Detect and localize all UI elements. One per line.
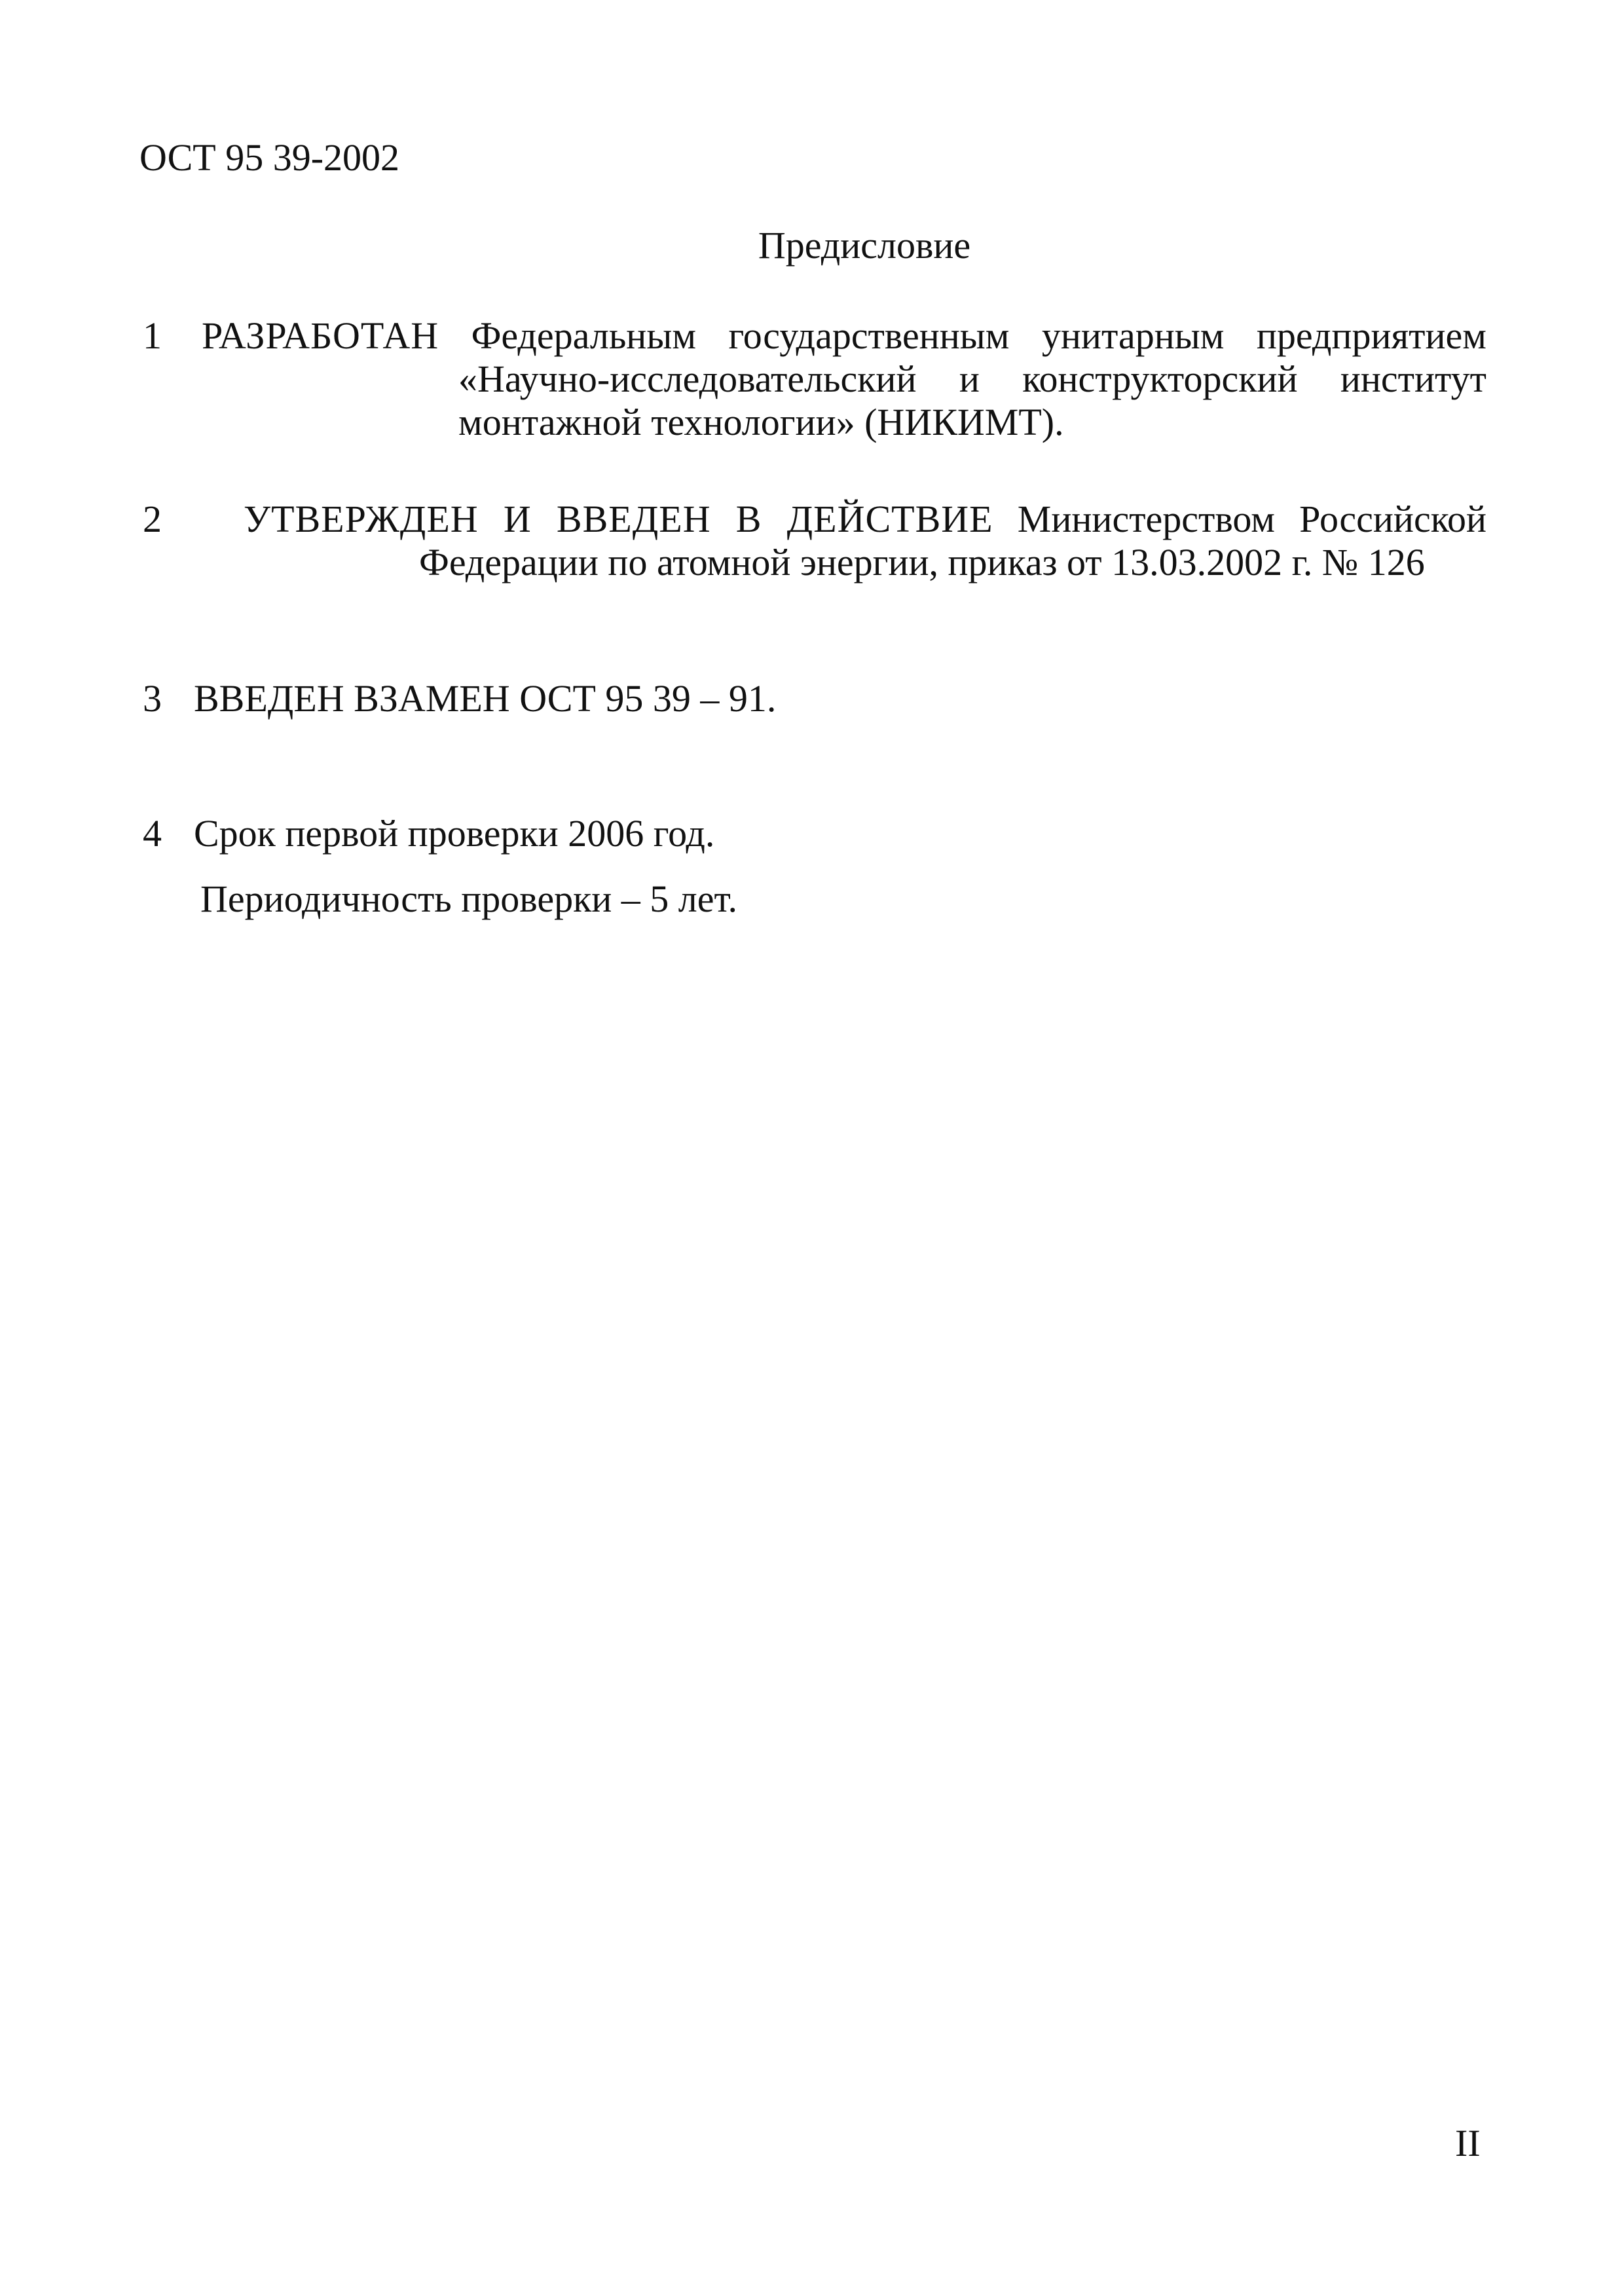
item-line: «Научно-исследовательский и конструкторский институт <box>458 358 1486 400</box>
item-line <box>202 314 1486 358</box>
item-number: 4 <box>143 812 162 855</box>
item-lead: РАЗРАБОТАН <box>202 314 439 357</box>
item-number: 3 <box>143 677 162 720</box>
list-item <box>0 314 1624 458</box>
item-line: монтажной технологии» (НИКИМТ). <box>458 401 1064 443</box>
item-lead: УТВЕРЖДЕН И ВВЕДЕН В ДЕЙСТВИЕ <box>244 498 993 540</box>
page-number: II <box>1455 2122 1481 2164</box>
page-title: Предисловие <box>758 224 971 267</box>
item-line <box>244 498 1486 541</box>
list-item <box>0 498 1624 602</box>
item-text: Федеральным государственным унитарным предприятием <box>471 314 1486 357</box>
item-text: Министерством Российской <box>1017 498 1486 540</box>
list-item <box>0 677 1624 730</box>
item-text: Срок первой проверки 2006 год. <box>194 812 715 855</box>
item-number: 1 <box>143 314 162 357</box>
item-periodicity: Периодичность проверки – 5 лет. <box>200 878 737 920</box>
item-number: 2 <box>143 498 162 540</box>
list-item <box>0 812 1624 943</box>
document-code: ОСТ 95 39-2002 <box>139 136 400 179</box>
item-text: ВВЕДЕН ВЗАМЕН ОСТ 95 39 – 91. <box>194 677 777 720</box>
item-line: Федерации по атомной энергии, приказ от 13.03.2002 г. № 126 <box>419 541 1425 583</box>
